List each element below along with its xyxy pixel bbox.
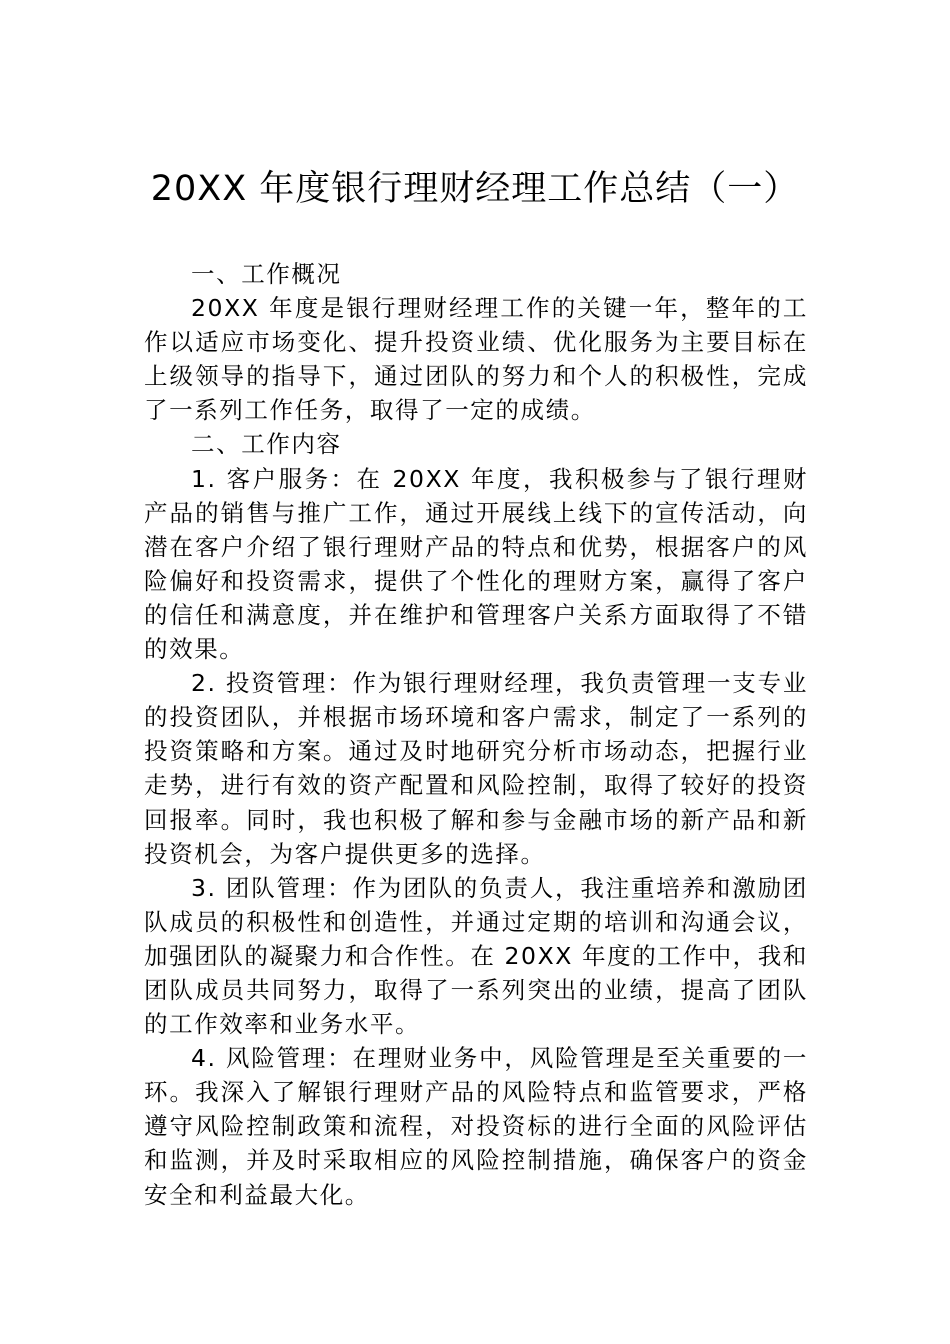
paragraph-investment-management: 2. 投资管理：作为银行理财经理，我负责管理一支专业的投资团队，并根据市场环境和客户需求，制定了一系列的投资策略和方案。通过及时地研究分析市场动态，把握行业走势，进行有效的资产配置和风险控制，取得了较好的投资回报率。同时，我也积极了解和参与金融市场的新产品和新投资机会，为客户提供更多的选择。 (144, 669, 808, 868)
section-heading-content: 二、工作内容 (191, 430, 342, 459)
document-title: 20XX 年度银行理财经理工作总结（一） (150, 169, 800, 209)
paragraph-customer-service: 1. 客户服务：在 20XX 年度，我积极参与了银行理财产品的销售与推广工作，通过开展线上线下的宣传活动，向潜在客户介绍了银行理财产品的特点和优势，根据客户的风险偏好和投资需求，提供了个性化的理财方案，赢得了客户的信任和满意度，并在维护和管理客户关系方面取得了不错的效果。 (144, 464, 808, 664)
paragraph-risk-management: 4. 风险管理：在理财业务中，风险管理是至关重要的一环。我深入了解银行理财产品的风险特点和监管要求，严格遵守风险控制政策和流程，对投资标的进行全面的风险评估和监测，并及时采取相应的风险控制措施，确保客户的资金安全和利益最大化。 (144, 1044, 808, 1209)
paragraph-team-management: 3. 团队管理：作为团队的负责人，我注重培养和激励团队成员的积极性和创造性，并通过定期的培训和沟通会议，加强团队的凝聚力和合作性。在 20XX 年度的工作中，我和团队成员共同努力，取得了一系列突出的业绩，提高了团队的工作效率和业务水平。 (144, 873, 808, 1039)
section-heading-overview: 一、工作概况 (191, 260, 342, 288)
paragraph-overview: 20XX 年度是银行理财经理工作的关键一年，整年的工作以适应市场变化、提升投资业绩、优化服务为主要目标在上级领导的指导下，通过团队的努力和个人的积极性，完成了一系列工作任务，取得了一定的成绩。 (144, 294, 808, 425)
document-body (144, 257, 808, 1212)
